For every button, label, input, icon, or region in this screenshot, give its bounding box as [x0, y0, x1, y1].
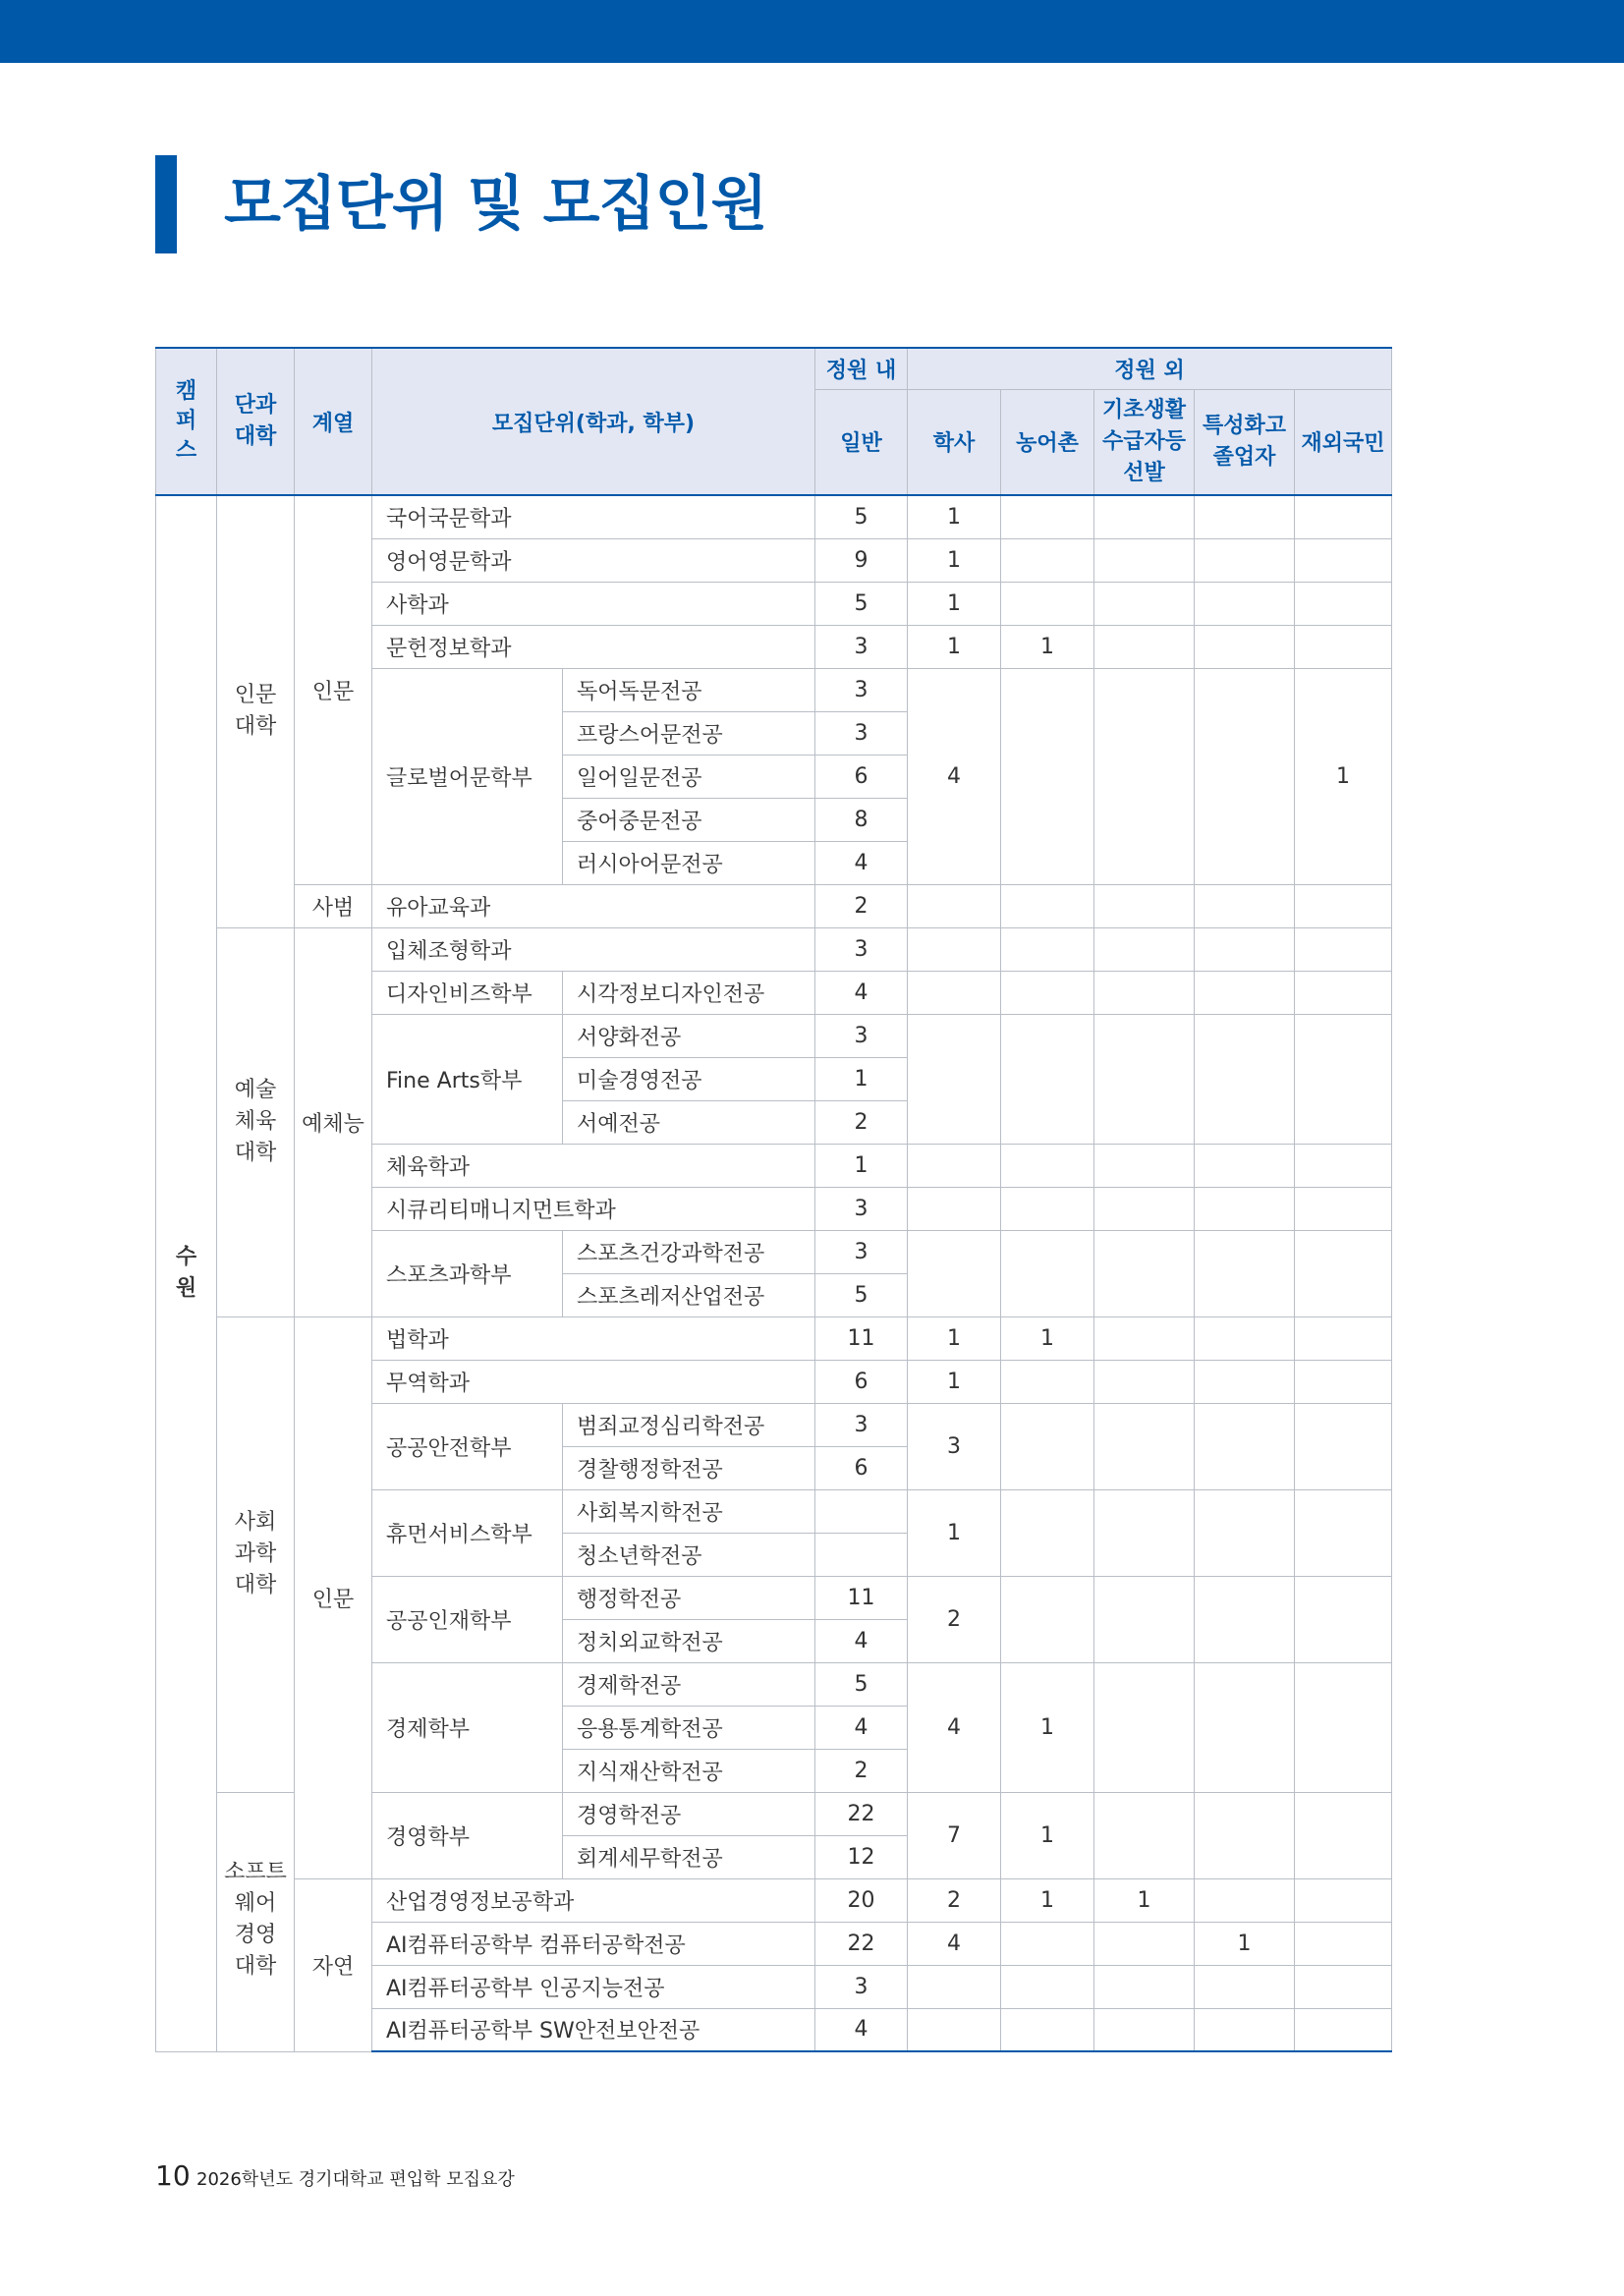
dept-cell: 경영학부 [372, 1792, 563, 1878]
general-cell: 4 [815, 841, 908, 884]
bachelor-cell: 1 [908, 582, 1001, 625]
dept-cell: 공공인재학부 [372, 1576, 563, 1662]
farming-cell: 1 [1001, 1662, 1094, 1792]
header-vocational: 특성화고 졸업자 [1195, 389, 1295, 495]
general-cell: 5 [815, 1662, 908, 1706]
table-row [156, 884, 1392, 927]
dept-cell: 유아교육과 [372, 884, 815, 927]
major-cell: 스포츠레저산업전공 [563, 1273, 815, 1316]
dept-cell: 공공안전학부 [372, 1403, 563, 1489]
field-science: 자연 [295, 1878, 372, 2051]
field-social: 인문 [295, 1316, 372, 1878]
major-cell: 응용통계학전공 [563, 1706, 815, 1749]
general-cell: 3 [815, 1187, 908, 1230]
dept-cell: 무역학과 [372, 1360, 815, 1403]
bachelor-cell: 1 [908, 1489, 1001, 1576]
general-cell: 8 [815, 798, 908, 841]
general-cell: 3 [815, 625, 908, 668]
bachelor-cell: 3 [908, 1403, 1001, 1489]
major-cell: 프랑스어문전공 [563, 711, 815, 755]
general-cell: 22 [815, 1792, 908, 1835]
general-cell: 3 [815, 1403, 908, 1446]
dept-cell: 휴먼서비스학부 [372, 1489, 563, 1576]
farming-cell: 1 [1001, 1316, 1094, 1360]
dept-cell: 체육학과 [372, 1144, 815, 1187]
major-cell: 경찰행정학전공 [563, 1446, 815, 1489]
general-cell: 20 [815, 1878, 908, 1922]
bachelor-cell: 2 [908, 1878, 1001, 1922]
field-arts: 예체능 [295, 927, 372, 1316]
college-software: 소프트 웨어 경영 대학 [217, 1792, 295, 2051]
dept-cell: 경제학부 [372, 1662, 563, 1792]
major-cell: 회계세무학전공 [563, 1835, 815, 1878]
major-cell: 경제학전공 [563, 1662, 815, 1706]
general-cell: 6 [815, 755, 908, 798]
header-overseas: 재외국민 [1295, 389, 1392, 495]
major-cell: 경영학전공 [563, 1792, 815, 1835]
major-cell: 정치외교학전공 [563, 1619, 815, 1662]
basic-living-cell: 1 [1094, 1878, 1195, 1922]
bachelor-cell: 2 [908, 1576, 1001, 1662]
admission-quota-table [155, 347, 1392, 2052]
header-general: 일반 [815, 389, 908, 495]
bachelor-cell: 7 [908, 1792, 1001, 1878]
header-college: 단과 대학 [217, 348, 295, 495]
dept-cell: 입체조형학과 [372, 927, 815, 971]
table-row [156, 495, 1392, 538]
header-farming: 농어촌 [1001, 389, 1094, 495]
overseas-cell: 1 [1295, 668, 1392, 884]
general-cell: 5 [815, 495, 908, 538]
dept-cell: 문헌정보학과 [372, 625, 815, 668]
general-cell: 11 [815, 1316, 908, 1360]
farming-cell: 1 [1001, 625, 1094, 668]
header-basic-living: 기초생활 수급자등 선발 [1094, 389, 1195, 495]
general-cell: 6 [815, 1360, 908, 1403]
general-cell: 2 [815, 1100, 908, 1144]
dept-cell: 디자인비즈학부 [372, 971, 563, 1014]
dept-cell: 산업경영정보공학과 [372, 1878, 815, 1922]
general-cell: 3 [815, 1230, 908, 1273]
college-humanities: 인문 대학 [217, 495, 295, 927]
major-cell: 독어독문전공 [563, 668, 815, 711]
page-number: 10 [155, 2159, 191, 2192]
general-cell: 1 [815, 1144, 908, 1187]
general-cell: 3 [815, 1965, 908, 2008]
general-cell: 11 [815, 1576, 908, 1619]
general-cell [815, 1533, 908, 1576]
general-cell [815, 1489, 908, 1533]
general-cell: 4 [815, 971, 908, 1014]
general-cell: 9 [815, 538, 908, 582]
farming-cell: 1 [1001, 1792, 1094, 1878]
major-cell: 범죄교정심리학전공 [563, 1403, 815, 1446]
major-cell: 서양화전공 [563, 1014, 815, 1057]
top-banner [0, 0, 1624, 63]
major-cell: 스포츠건강과학전공 [563, 1230, 815, 1273]
general-cell: 22 [815, 1922, 908, 1965]
header-inside-quota: 정원 내 [815, 348, 908, 389]
major-cell: 시각정보디자인전공 [563, 971, 815, 1014]
field-education: 사범 [295, 884, 372, 927]
dept-cell: 글로벌어문학부 [372, 668, 563, 884]
header-unit: 모집단위(학과, 학부) [372, 348, 815, 495]
table-row [156, 927, 1392, 971]
general-cell: 4 [815, 1619, 908, 1662]
campus-cell: 수 원 [156, 495, 217, 2051]
table-row [156, 1878, 1392, 1922]
major-cell: 중어중문전공 [563, 798, 815, 841]
general-cell: 2 [815, 1749, 908, 1792]
field-humanities: 인문 [295, 495, 372, 884]
dept-cell: 사학과 [372, 582, 815, 625]
major-cell: 일어일문전공 [563, 755, 815, 798]
college-social: 사회 과학 대학 [217, 1316, 295, 1792]
major-cell: 미술경영전공 [563, 1057, 815, 1100]
general-cell: 3 [815, 1014, 908, 1057]
bachelor-cell: 1 [908, 538, 1001, 582]
major-cell: 지식재산학전공 [563, 1749, 815, 1792]
bachelor-cell: 4 [908, 668, 1001, 884]
general-cell: 4 [815, 1706, 908, 1749]
general-cell: 4 [815, 2008, 908, 2051]
general-cell: 2 [815, 884, 908, 927]
header-bachelor: 학사 [908, 389, 1001, 495]
header-campus: 캠 퍼 스 [156, 348, 217, 495]
dept-cell: 법학과 [372, 1316, 815, 1360]
general-cell: 12 [815, 1835, 908, 1878]
header-field: 계열 [295, 348, 372, 495]
major-cell: 청소년학전공 [563, 1533, 815, 1576]
general-cell: 5 [815, 1273, 908, 1316]
bachelor-cell: 4 [908, 1662, 1001, 1792]
dept-cell: AI컴퓨터공학부 인공지능전공 [372, 1965, 815, 2008]
bachelor-cell: 1 [908, 1360, 1001, 1403]
bachelor-cell: 1 [908, 625, 1001, 668]
dept-cell: 국어국문학과 [372, 495, 815, 538]
page-title: 모집단위 및 모집인원 [224, 170, 767, 239]
major-cell: 행정학전공 [563, 1576, 815, 1619]
bachelor-cell: 4 [908, 1922, 1001, 1965]
bachelor-cell: 1 [908, 495, 1001, 538]
general-cell: 5 [815, 582, 908, 625]
header-outside-quota: 정원 외 [908, 348, 1392, 389]
bachelor-cell: 1 [908, 1316, 1001, 1360]
general-cell: 3 [815, 927, 908, 971]
vocational-cell: 1 [1195, 1922, 1295, 1965]
general-cell: 1 [815, 1057, 908, 1100]
general-cell: 6 [815, 1446, 908, 1489]
major-cell: 러시아어문전공 [563, 841, 815, 884]
dept-cell: Fine Arts학부 [372, 1014, 563, 1144]
dept-cell: AI컴퓨터공학부 SW안전보안전공 [372, 2008, 815, 2051]
dept-cell: 스포츠과학부 [372, 1230, 563, 1316]
dept-cell: AI컴퓨터공학부 컴퓨터공학전공 [372, 1922, 815, 1965]
college-arts: 예술 체육 대학 [217, 927, 295, 1316]
dept-cell: 시큐리티매니지먼트학과 [372, 1187, 815, 1230]
table-row [156, 1316, 1392, 1360]
major-cell: 서예전공 [563, 1100, 815, 1144]
general-cell: 3 [815, 711, 908, 755]
footer-title: 2026학년도 경기대학교 편입학 모집요강 [196, 2169, 515, 2190]
dept-cell: 영어영문학과 [372, 538, 815, 582]
major-cell: 사회복지학전공 [563, 1489, 815, 1533]
farming-cell: 1 [1001, 1878, 1094, 1922]
general-cell: 3 [815, 668, 908, 711]
title-accent-bar [155, 155, 177, 253]
